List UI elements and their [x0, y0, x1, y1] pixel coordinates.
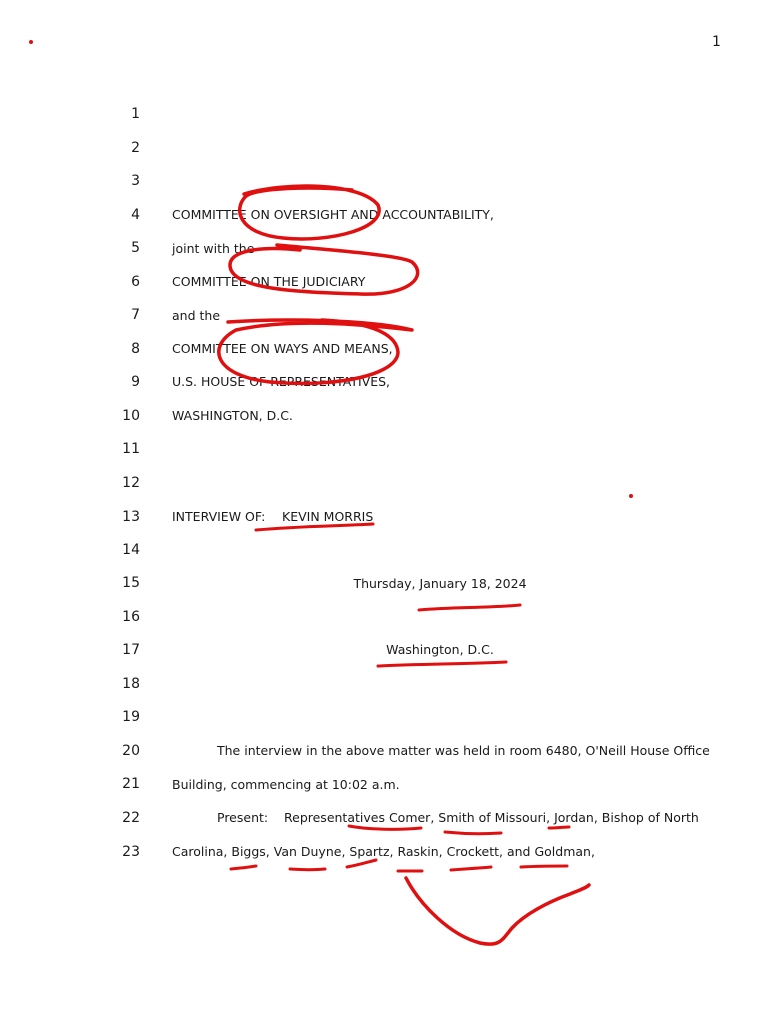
- line-number: 1: [131, 106, 140, 122]
- red-underline-mark: [378, 662, 506, 666]
- joint-with-text: joint with the: [172, 241, 255, 256]
- line-number: 6: [131, 274, 140, 290]
- red-dot-mark: [29, 40, 33, 44]
- committee-ways-means: COMMITTEE ON WAYS AND MEANS,: [172, 341, 393, 356]
- paragraph-line-1: The interview in the above matter was held in room 6480, O'Neill House Office: [217, 743, 710, 758]
- committee-judiciary: COMMITTEE ON THE JUDICIARY: [172, 274, 366, 289]
- red-underline-mark: [521, 866, 567, 867]
- present-line-2: Carolina, Biggs, Van Duyne, Spartz, Raskin, Crockett, and Goldman,: [172, 844, 595, 859]
- and-the-text: and the: [172, 308, 221, 323]
- line-number: 17: [122, 642, 140, 658]
- line-number: 18: [122, 676, 140, 692]
- line-number: 5: [131, 240, 140, 256]
- red-underline-mark: [290, 869, 325, 870]
- interviewee-name: KEVIN MORRIS: [282, 509, 374, 524]
- red-dot-mark: [629, 494, 633, 498]
- committee-oversight: COMMITTEE ON OVERSIGHT AND ACCOUNTABILITY,: [172, 207, 494, 222]
- red-underline-mark: [451, 867, 491, 870]
- line-number: 16: [122, 609, 140, 625]
- line-number: 19: [122, 709, 140, 725]
- line-number: 8: [131, 341, 140, 357]
- location-heading: WASHINGTON, D.C.: [172, 408, 293, 423]
- red-underline-mark: [549, 827, 569, 828]
- line-number: 20: [122, 743, 140, 759]
- present-line-1: Representatives Comer, Smith of Missouri, Jordan, Bishop of North: [284, 810, 699, 825]
- line-number: 23: [122, 844, 140, 860]
- interview-date: Thursday, January 18, 2024: [353, 576, 527, 591]
- red-underline-mark: [347, 860, 376, 867]
- line-number: 13: [122, 509, 140, 525]
- page-number: 1: [712, 34, 721, 50]
- present-label: Present:: [217, 810, 269, 825]
- interview-city: Washington, D.C.: [386, 642, 494, 657]
- line-number: 2: [131, 140, 140, 156]
- line-number: 21: [122, 776, 140, 792]
- house-of-representatives: U.S. HOUSE OF REPRESENTATIVES,: [172, 374, 391, 389]
- line-number: 15: [122, 575, 140, 591]
- interview-label: INTERVIEW OF:: [172, 509, 266, 524]
- red-underline-mark: [419, 605, 520, 610]
- line-number: 7: [131, 307, 140, 323]
- red-underline-mark: [231, 866, 256, 869]
- line-number: 10: [122, 408, 140, 424]
- line-number: 4: [131, 207, 140, 223]
- line-number: 11: [122, 441, 140, 457]
- line-number: 22: [122, 810, 140, 826]
- line-number: 14: [122, 542, 140, 558]
- line-number: 3: [131, 173, 140, 189]
- red-underline-mark: [445, 832, 501, 834]
- paragraph-line-2: Building, commencing at 10:02 a.m.: [172, 777, 400, 792]
- line-number: 12: [122, 475, 140, 491]
- red-arrow-mark: [406, 878, 589, 944]
- line-number: 9: [131, 374, 140, 390]
